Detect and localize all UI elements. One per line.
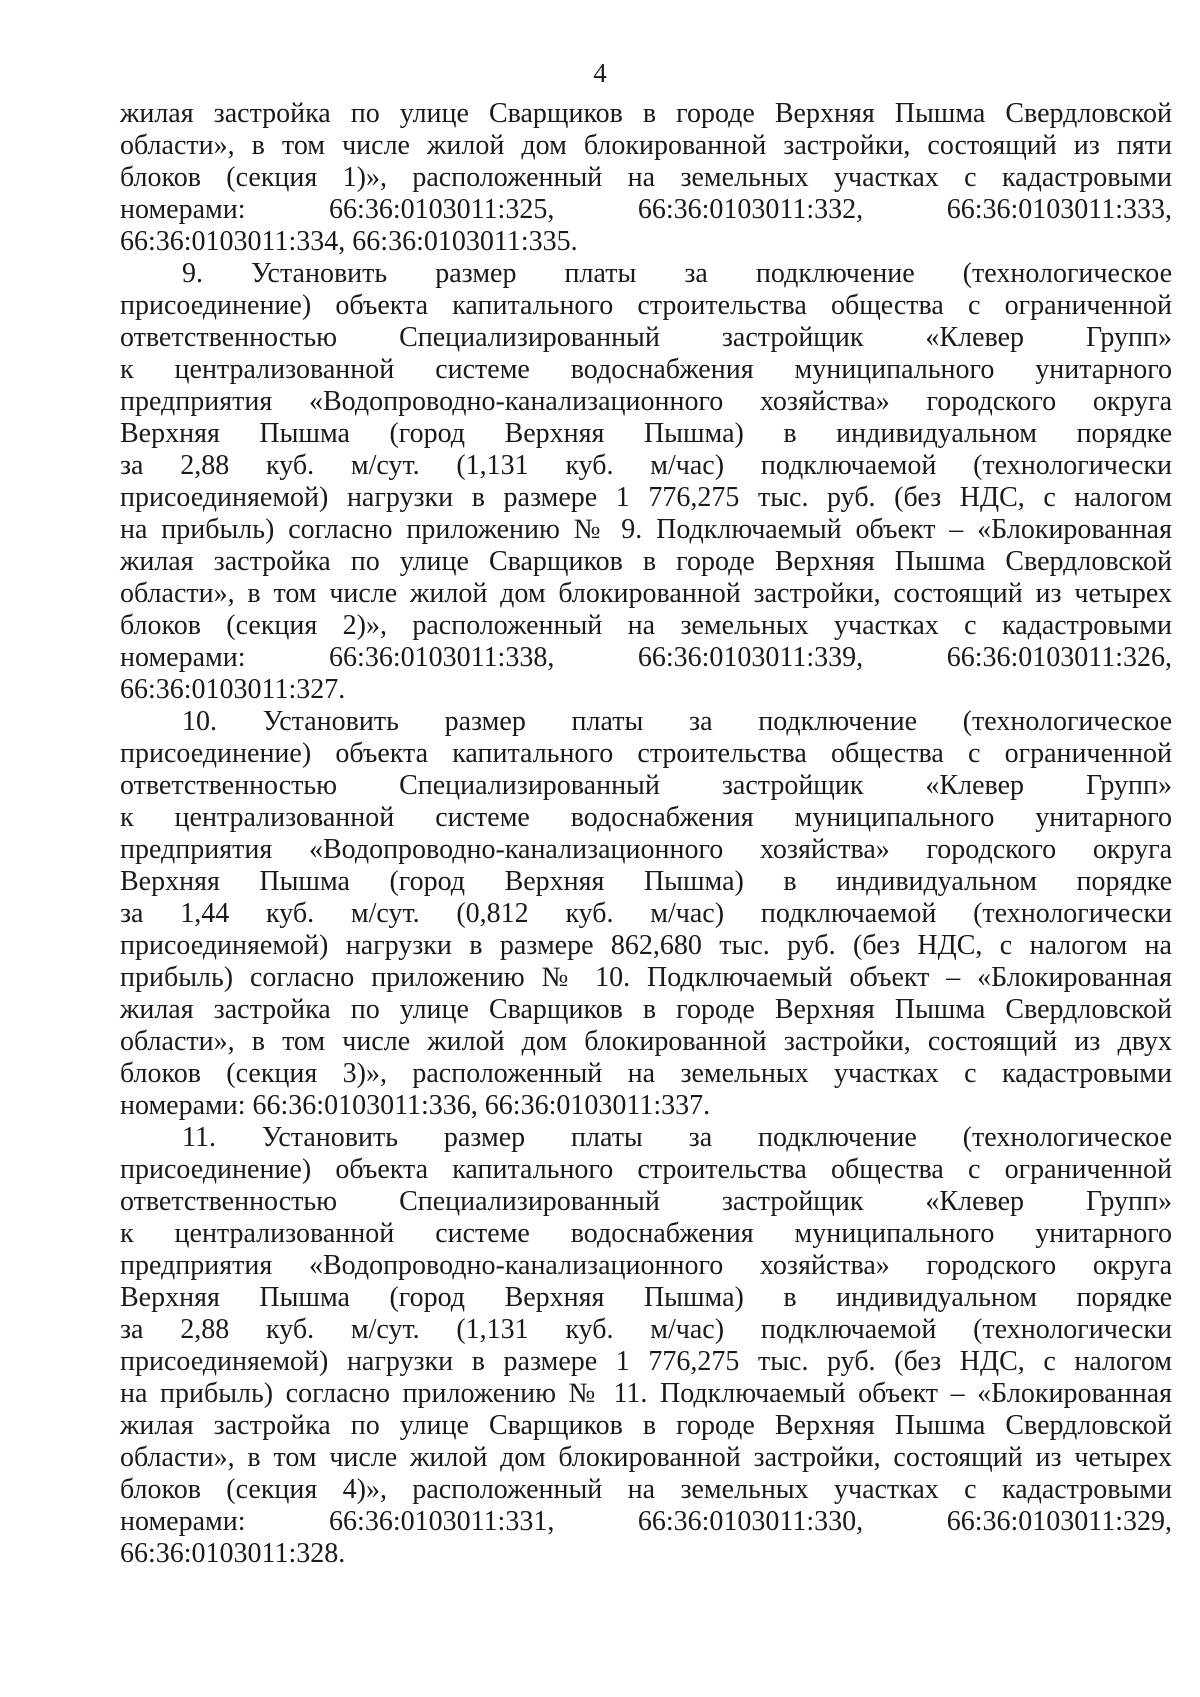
- text-line: присоединяемой) нагрузки в размере 1 776,275 тыс. руб. (без НДС, с налогом: [120, 482, 1172, 513]
- text-line: предприятия «Водопроводно-канализационного хозяйства» городского округа: [120, 386, 1172, 417]
- text-line: области», в том числе жилой дом блокированной застройки, состоящий из двух: [120, 1026, 1172, 1057]
- text-line: за 2,88 куб. м/сут. (1,131 куб. м/час) подключаемой (технологически: [120, 450, 1172, 481]
- text-line: жилая застройка по улице Сварщиков в городе Верхняя Пышма Свердловской: [120, 994, 1172, 1025]
- text-line: блоков (секция 1)», расположенный на земельных участках с кадастровыми: [120, 162, 1172, 193]
- text-line: присоединяемой) нагрузки в размере 862,680 тыс. руб. (без НДС, с налогом на: [120, 930, 1172, 961]
- paragraph-3: [120, 706, 1172, 1122]
- paragraph-2: [120, 258, 1172, 706]
- text-line: жилая застройка по улице Сварщиков в городе Верхняя Пышма Свердловской: [120, 1410, 1172, 1441]
- document-body: [120, 98, 1172, 1570]
- text-line: жилая застройка по улице Сварщиков в городе Верхняя Пышма Свердловской: [120, 546, 1172, 577]
- paragraph-4: [120, 1122, 1172, 1570]
- text-line: присоединение) объекта капитального строительства общества с ограниченной: [120, 1154, 1172, 1185]
- text-line: 11. Установить размер платы за подключение (технологическое: [182, 1122, 1172, 1153]
- text-line: присоединение) объекта капитального строительства общества с ограниченной: [120, 290, 1172, 321]
- text-line: номерами: 66:36:0103011:336, 66:36:0103011:337.: [120, 1090, 711, 1121]
- text-line: на прибыль) согласно приложению № 9. Подключаемый объект – «Блокированная: [120, 514, 1172, 545]
- text-line: за 2,88 куб. м/сут. (1,131 куб. м/час) подключаемой (технологически: [120, 1314, 1172, 1345]
- text-line: номерами: 66:36:0103011:338, 66:36:0103011:339, 66:36:0103011:326,: [120, 642, 1172, 673]
- text-line: ответственностью Специализированный застройщик «Клевер Групп»: [120, 1186, 1172, 1217]
- text-line: ответственностью Специализированный застройщик «Клевер Групп»: [120, 770, 1172, 801]
- text-line: 9. Установить размер платы за подключение (технологическое: [182, 258, 1172, 289]
- text-line: прибыль) согласно приложению № 10. Подключаемый объект – «Блокированная: [120, 962, 1172, 993]
- text-line: блоков (секция 3)», расположенный на земельных участках с кадастровыми: [120, 1058, 1172, 1089]
- text-line: области», в том числе жилой дом блокированной застройки, состоящий из четырех: [120, 1442, 1172, 1473]
- text-line: к централизованной системе водоснабжения муниципального унитарного: [120, 354, 1172, 385]
- text-line: области», в том числе жилой дом блокированной застройки, состоящий из четырех: [120, 578, 1172, 609]
- text-line: 10. Установить размер платы за подключение (технологическое: [182, 706, 1172, 737]
- text-line: 66:36:0103011:334, 66:36:0103011:335.: [120, 226, 578, 257]
- text-line: Верхняя Пышма (город Верхняя Пышма) в индивидуальном порядке: [120, 866, 1172, 897]
- text-line: предприятия «Водопроводно-канализационного хозяйства» городского округа: [120, 834, 1172, 865]
- text-line: жилая застройка по улице Сварщиков в городе Верхняя Пышма Свердловской: [120, 98, 1172, 129]
- text-line: блоков (секция 2)», расположенный на земельных участках с кадастровыми: [120, 610, 1172, 641]
- paragraph-1: [120, 98, 1172, 258]
- text-line: 66:36:0103011:327.: [120, 674, 346, 705]
- text-line: номерами: 66:36:0103011:331, 66:36:0103011:330, 66:36:0103011:329,: [120, 1506, 1172, 1537]
- text-line: блоков (секция 4)», расположенный на земельных участках с кадастровыми: [120, 1474, 1172, 1505]
- page-number: 4: [593, 58, 607, 88]
- text-line: присоединение) объекта капитального строительства общества с ограниченной: [120, 738, 1172, 769]
- text-line: присоединяемой) нагрузки в размере 1 776,275 тыс. руб. (без НДС, с налогом: [120, 1346, 1172, 1377]
- text-line: 66:36:0103011:328.: [120, 1538, 346, 1569]
- text-line: к централизованной системе водоснабжения муниципального унитарного: [120, 1218, 1172, 1249]
- text-line: ответственностью Специализированный застройщик «Клевер Групп»: [120, 322, 1172, 353]
- text-line: области», в том числе жилой дом блокированной застройки, состоящий из пяти: [120, 130, 1172, 161]
- text-line: на прибыль) согласно приложению № 11. Подключаемый объект – «Блокированная: [120, 1378, 1172, 1409]
- text-line: предприятия «Водопроводно-канализационного хозяйства» городского округа: [120, 1250, 1172, 1281]
- text-line: за 1,44 куб. м/сут. (0,812 куб. м/час) подключаемой (технологически: [120, 898, 1172, 929]
- text-line: Верхняя Пышма (город Верхняя Пышма) в индивидуальном порядке: [120, 1282, 1172, 1313]
- text-line: к централизованной системе водоснабжения муниципального унитарного: [120, 802, 1172, 833]
- text-line: Верхняя Пышма (город Верхняя Пышма) в индивидуальном порядке: [120, 418, 1172, 449]
- text-line: номерами: 66:36:0103011:325, 66:36:0103011:332, 66:36:0103011:333,: [120, 194, 1172, 225]
